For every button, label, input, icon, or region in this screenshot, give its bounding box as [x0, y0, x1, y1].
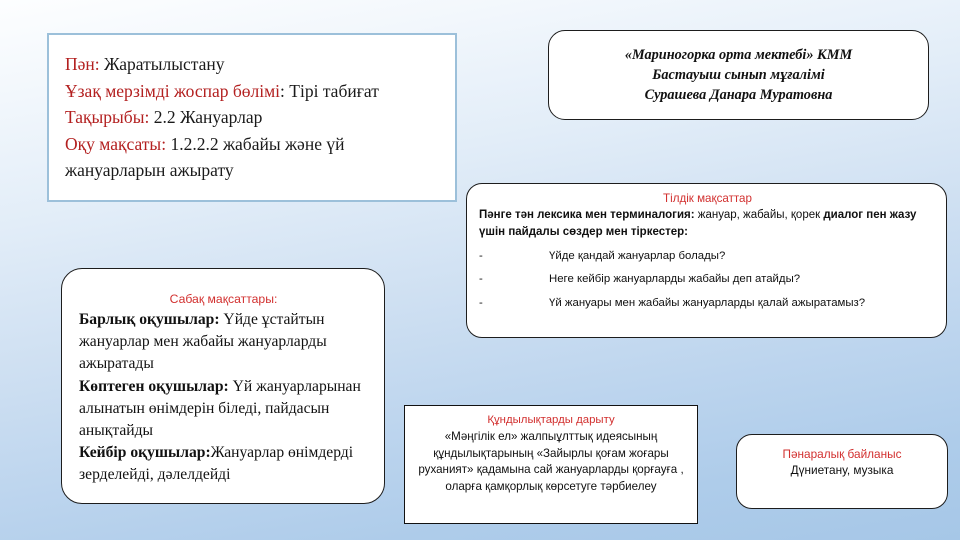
- language-question-row: [479, 272, 936, 287]
- teacher-role: Бастауыш сынып мұғалімі: [652, 67, 825, 83]
- cross-curricular-box: [736, 434, 948, 509]
- meta-goal-label: Оқу мақсаты:: [65, 133, 167, 154]
- values-header: Құндылықтарды дарыту: [487, 414, 615, 426]
- dash-bullet-icon: -: [479, 296, 483, 309]
- language-objectives-lead: [479, 207, 936, 240]
- language-objectives-header: Тілдік мақсаттар: [663, 192, 752, 205]
- meta-subject-value: Жаратылыстану: [99, 54, 225, 74]
- values-box: [404, 405, 698, 524]
- meta-goal-value: 1.2.2.2 жабайы және үй жануарларын ажырату: [65, 133, 345, 180]
- meta-line-goal: [65, 131, 441, 184]
- meta-topic-label: Тақырыбы:: [65, 107, 150, 127]
- objective-most-label: Көптеген оқушылар:: [79, 377, 229, 395]
- objective-some-students: [79, 442, 368, 486]
- language-question-3: Үй жануары мен жабайы жануарларды қалай ажыратамыз?: [549, 296, 866, 309]
- lexicon-terms: жануар, жабайы, қорек: [694, 209, 821, 221]
- objective-some-label: Кейбір оқушылар:: [79, 444, 211, 462]
- teacher-name: Сурашева Данара Муратовна: [644, 87, 833, 103]
- useful-phrases-label: диалог пен жазу үшін пайдалы сөздер мен тіркестер:: [479, 209, 917, 238]
- objective-all-text: Үйде ұстайтын жануарлар мен жабайы жануарларды ажыратады: [79, 311, 327, 373]
- lesson-meta-box: [47, 33, 457, 202]
- values-body: «Мәңгілік ел» жалпыұлттық идеясының құндылықтарының «Зайырлы қоғам жоғары руханият» қадамына сай жануарларды қорғауға , оларға қамқорлық көрсетуге тәрбиелеу: [418, 430, 684, 493]
- cross-curricular-header: Пәнаралық байланыс: [782, 447, 902, 461]
- school-name: «Мариногорка орта мектебі» КММ: [624, 47, 853, 63]
- meta-line-subject: [65, 51, 441, 78]
- objective-all-students: [79, 309, 368, 376]
- objective-all-label: Барлық оқушылар:: [79, 311, 220, 328]
- objective-most-text: Үй жануарларынан алынатын өнімдерін біледі, пайдасын анықтайды: [79, 377, 361, 440]
- dash-bullet-icon: -: [479, 249, 483, 262]
- school-teacher-box: [548, 30, 929, 120]
- dash-bullet-icon: -: [479, 273, 483, 285]
- language-objectives-box: [466, 183, 947, 338]
- objective-most-students: [79, 376, 368, 443]
- lesson-objectives-header: Сабақ мақсаттары:: [169, 292, 278, 306]
- meta-section-value: : Тірі табиғат: [280, 80, 379, 101]
- meta-subject-label: Пән:: [65, 54, 100, 74]
- language-question-row: [479, 296, 936, 311]
- meta-section-label: Ұзақ мерзімді жоспар бөлімі: [65, 80, 281, 101]
- language-question-2: Неге кейбір жануарларды жабайы деп атайды?: [549, 273, 801, 285]
- lesson-objectives-box: [61, 268, 385, 504]
- meta-line-topic: [65, 104, 441, 131]
- language-question-row: [479, 249, 936, 264]
- lexicon-label: Пәнге тән лексика мен терминалогия:: [479, 209, 695, 221]
- language-question-1: Үйде қандай жануарлар болады?: [549, 249, 726, 262]
- cross-curricular-subjects: Дүниетану, музыка: [790, 463, 894, 477]
- meta-topic-value: 2.2 Жануарлар: [149, 107, 263, 127]
- meta-line-section: [65, 78, 441, 105]
- objective-some-text: Жануарлар өнімдерді зерделейді, дәлелдейді: [79, 444, 354, 484]
